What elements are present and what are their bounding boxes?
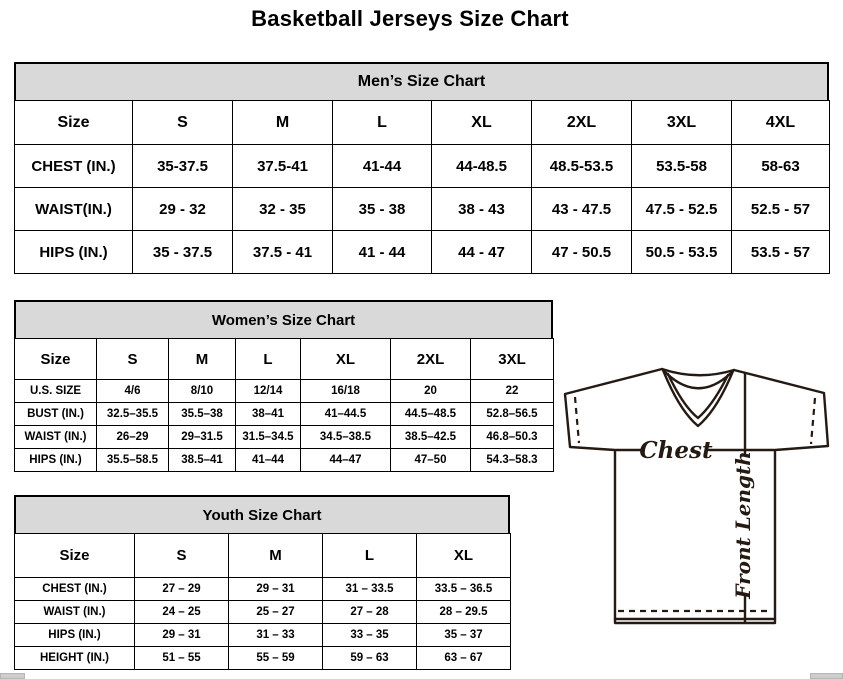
size-cell: 38.5–42.5 (391, 426, 471, 449)
column-header: 3XL (471, 339, 554, 380)
size-cell: 24 – 25 (135, 601, 229, 624)
size-cell: 29 – 31 (229, 578, 323, 601)
womens-size-table-section (14, 300, 553, 472)
h-scrollbar-right-button[interactable] (810, 673, 843, 679)
column-header: M (229, 534, 323, 578)
column-header: M (233, 101, 333, 145)
size-cell: 52.5 - 57 (732, 188, 830, 231)
row-label: WAIST (IN.) (15, 601, 135, 624)
size-cell: 53.5-58 (632, 145, 732, 188)
row-label: HIPS (IN.) (15, 624, 135, 647)
womens-table-title: Women’s Size Chart (14, 300, 553, 338)
table-row (15, 578, 511, 601)
size-cell: 8/10 (169, 380, 236, 403)
column-header: XL (417, 534, 511, 578)
size-cell: 26–29 (97, 426, 169, 449)
table-row (15, 188, 830, 231)
row-label: U.S. SIZE (15, 380, 97, 403)
size-cell: 32 - 35 (233, 188, 333, 231)
column-header: 3XL (632, 101, 732, 145)
womens-table (14, 338, 554, 472)
column-header: Size (15, 534, 135, 578)
jersey-measurement-diagram (562, 362, 843, 629)
size-cell: 44–47 (301, 449, 391, 472)
size-cell: 35-37.5 (133, 145, 233, 188)
table-row (15, 449, 554, 472)
size-cell: 41–44 (236, 449, 301, 472)
size-cell: 27 – 28 (323, 601, 417, 624)
youth-table (14, 533, 511, 670)
size-cell: 12/14 (236, 380, 301, 403)
row-label: WAIST (IN.) (15, 426, 97, 449)
jersey-outline-shape (565, 369, 828, 623)
column-header-row (15, 339, 554, 380)
size-cell: 58-63 (732, 145, 830, 188)
column-header: L (323, 534, 417, 578)
size-cell: 20 (391, 380, 471, 403)
row-label: HIPS (IN.) (15, 231, 133, 274)
size-cell: 47–50 (391, 449, 471, 472)
size-cell: 28 – 29.5 (417, 601, 511, 624)
mens-table-title: Men’s Size Chart (14, 62, 829, 100)
size-cell: 54.3–58.3 (471, 449, 554, 472)
size-cell: 44-48.5 (432, 145, 532, 188)
row-label: HIPS (IN.) (15, 449, 97, 472)
size-cell: 35 – 37 (417, 624, 511, 647)
size-cell: 35.5–58.5 (97, 449, 169, 472)
table-row (15, 403, 554, 426)
size-cell: 38–41 (236, 403, 301, 426)
size-cell: 44 - 47 (432, 231, 532, 274)
size-cell: 29 - 32 (133, 188, 233, 231)
size-cell: 44.5–48.5 (391, 403, 471, 426)
row-label: WAIST(IN.) (15, 188, 133, 231)
size-cell: 29–31.5 (169, 426, 236, 449)
page-title: Basketball Jerseys Size Chart (251, 6, 569, 31)
table-row (15, 601, 511, 624)
table-row (15, 145, 830, 188)
column-header: Size (15, 339, 97, 380)
column-header-row (15, 534, 511, 578)
size-cell: 31.5–34.5 (236, 426, 301, 449)
chest-label: Chest (639, 437, 713, 464)
column-header: 2XL (391, 339, 471, 380)
size-cell: 46.8–50.3 (471, 426, 554, 449)
table-row (15, 231, 830, 274)
column-header: XL (301, 339, 391, 380)
size-cell: 47 - 50.5 (532, 231, 632, 274)
size-cell: 35 - 37.5 (133, 231, 233, 274)
size-cell: 33 – 35 (323, 624, 417, 647)
size-cell: 33.5 – 36.5 (417, 578, 511, 601)
size-cell: 47.5 - 52.5 (632, 188, 732, 231)
size-cell: 29 – 31 (135, 624, 229, 647)
mens-size-table-section (14, 62, 829, 274)
size-cell: 35.5–38 (169, 403, 236, 426)
size-cell: 41–44.5 (301, 403, 391, 426)
size-cell: 41-44 (333, 145, 432, 188)
size-cell: 38.5–41 (169, 449, 236, 472)
row-label: CHEST (IN.) (15, 578, 135, 601)
mens-table (14, 100, 830, 274)
table-row (15, 647, 511, 670)
size-cell: 38 - 43 (432, 188, 532, 231)
size-cell: 37.5 - 41 (233, 231, 333, 274)
table-row (15, 624, 511, 647)
size-cell: 63 – 67 (417, 647, 511, 670)
column-header: L (333, 101, 432, 145)
size-cell: 43 - 47.5 (532, 188, 632, 231)
column-header: L (236, 339, 301, 380)
size-cell: 4/6 (97, 380, 169, 403)
column-header: XL (432, 101, 532, 145)
row-label: HEIGHT (IN.) (15, 647, 135, 670)
size-cell: 31 – 33 (229, 624, 323, 647)
size-cell: 35 - 38 (333, 188, 432, 231)
size-cell: 37.5-41 (233, 145, 333, 188)
column-header-row (15, 101, 830, 145)
column-header: 2XL (532, 101, 632, 145)
row-label: CHEST (IN.) (15, 145, 133, 188)
youth-size-table-section (14, 495, 510, 670)
column-header: S (133, 101, 233, 145)
size-cell: 31 – 33.5 (323, 578, 417, 601)
size-cell: 27 – 29 (135, 578, 229, 601)
column-header: S (135, 534, 229, 578)
size-cell: 53.5 - 57 (732, 231, 830, 274)
column-header: Size (15, 101, 133, 145)
youth-table-title: Youth Size Chart (14, 495, 510, 533)
size-cell: 59 – 63 (323, 647, 417, 670)
h-scrollbar-left-button[interactable] (0, 673, 25, 679)
column-header: M (169, 339, 236, 380)
size-cell: 52.8–56.5 (471, 403, 554, 426)
size-cell: 34.5–38.5 (301, 426, 391, 449)
size-cell: 41 - 44 (333, 231, 432, 274)
size-cell: 48.5-53.5 (532, 145, 632, 188)
size-cell: 22 (471, 380, 554, 403)
size-cell: 55 – 59 (229, 647, 323, 670)
size-cell: 25 – 27 (229, 601, 323, 624)
row-label: BUST (IN.) (15, 403, 97, 426)
column-header: 4XL (732, 101, 830, 145)
size-cell: 16/18 (301, 380, 391, 403)
front-length-label: Front Length (731, 451, 755, 599)
size-cell: 32.5–35.5 (97, 403, 169, 426)
size-cell: 50.5 - 53.5 (632, 231, 732, 274)
column-header: S (97, 339, 169, 380)
table-row (15, 380, 554, 403)
size-cell: 51 – 55 (135, 647, 229, 670)
table-row (15, 426, 554, 449)
